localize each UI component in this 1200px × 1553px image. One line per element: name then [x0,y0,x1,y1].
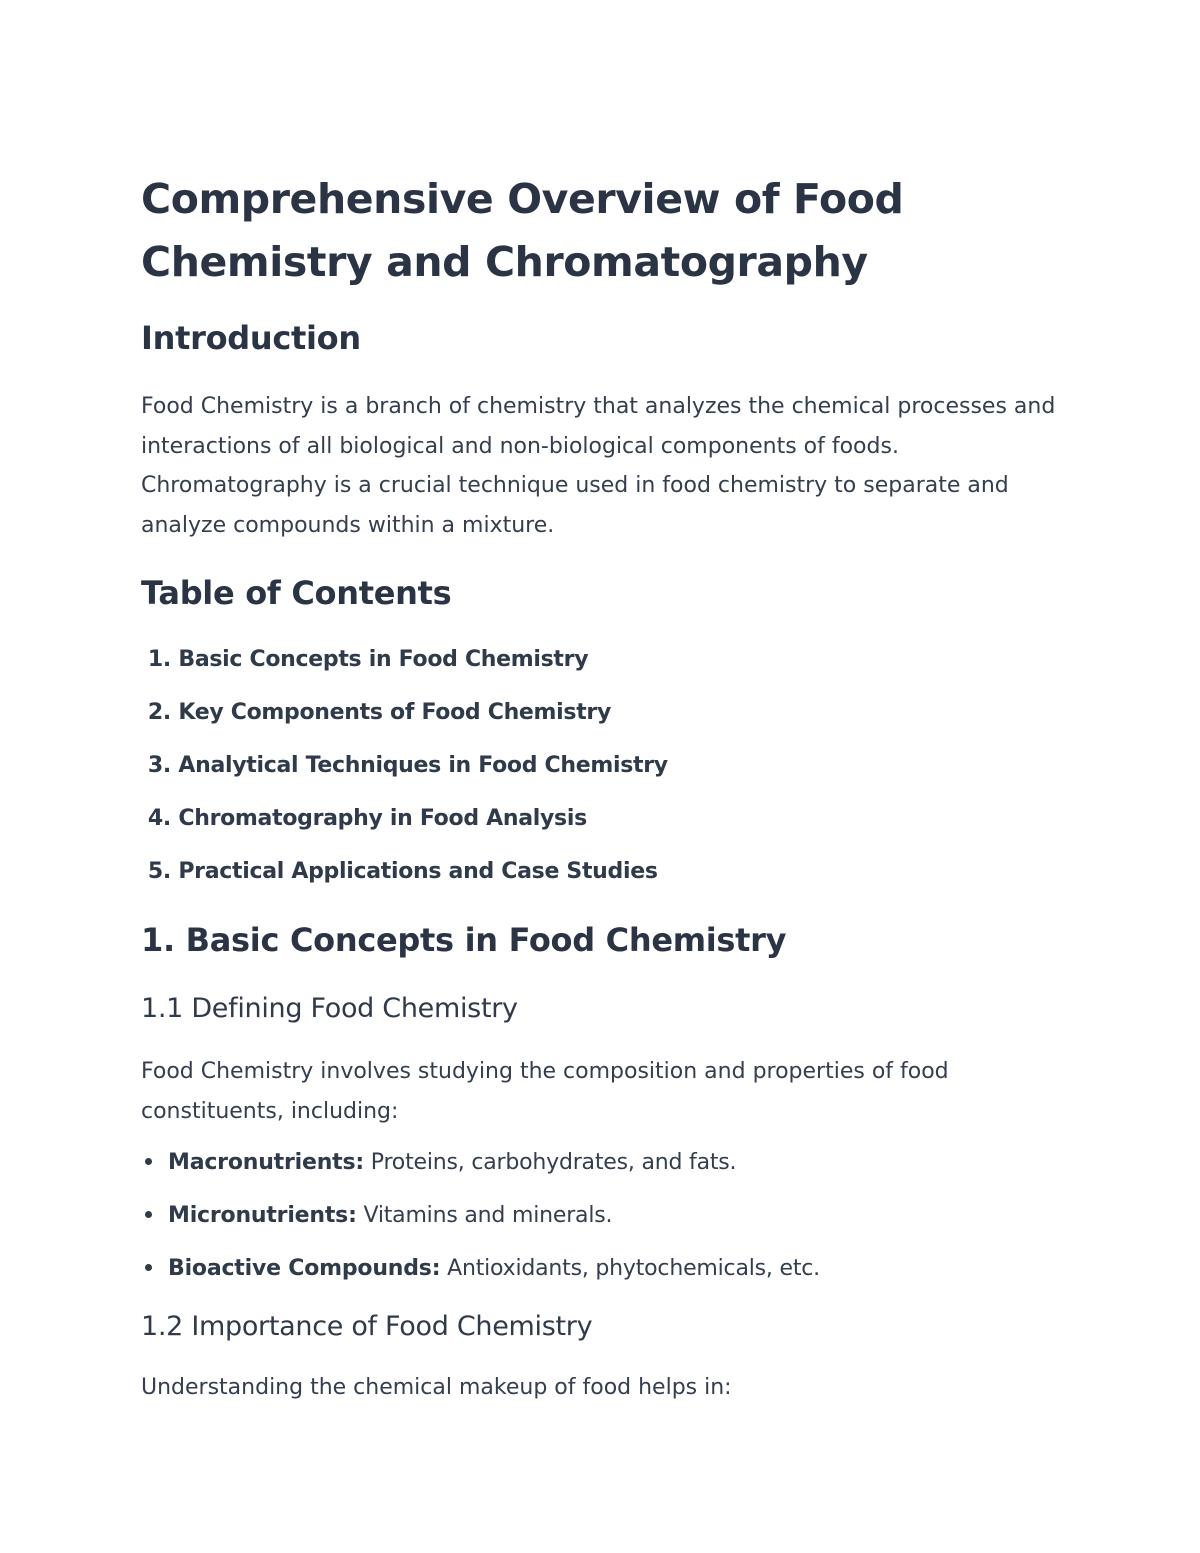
toc-item[interactable] [141,693,668,746]
toc-item-number: 2. [147,700,171,725]
nutrient-list [141,1143,820,1302]
list-item-text: Proteins, carbohydrates, and fats. [370,1150,737,1175]
toc-item-number: 4. [147,806,171,831]
bullet-icon [145,1264,152,1271]
list-item-term: Bioactive Compounds: [168,1256,441,1281]
bullet-icon [145,1158,152,1165]
section-1-2-paragraph: Understanding the chemical makeup of food helps in: [141,1375,732,1400]
toc-item-number: 1. [147,647,171,672]
toc-item[interactable] [141,746,668,799]
section-1-2-heading: 1.2 Importance of Food Chemistry [141,1311,593,1342]
toc-item-label: Key Components of Food Chemistry [178,700,612,725]
list-item [141,1249,820,1302]
document-title: Comprehensive Overview of Food Chemistry and Chromatography [141,175,904,286]
section-1-1-heading: 1.1 Defining Food Chemistry [141,993,518,1024]
toc-item-label: Chromatography in Food Analysis [178,806,587,831]
toc-item-label: Basic Concepts in Food Chemistry [178,647,589,672]
list-item-term: Micronutrients: [168,1203,357,1228]
bullet-icon [145,1211,152,1218]
toc-heading: Table of Contents [141,574,452,612]
toc-item[interactable] [141,640,668,693]
list-item [141,1143,820,1196]
toc-item-label: Practical Applications and Case Studies [178,859,658,884]
toc-item-number: 5. [147,859,171,884]
section-1-heading: 1. Basic Concepts in Food Chemistry [141,921,787,959]
section-1-1-paragraph: Food Chemistry involves studying the composition and properties of food constituents, including: [141,1059,949,1124]
table-of-contents [141,640,668,905]
list-item-term: Macronutrients: [168,1150,364,1175]
toc-item-label: Analytical Techniques in Food Chemistry [178,753,668,778]
introduction-paragraph: Food Chemistry is a branch of chemistry that analyzes the chemical processes and interactions of all biological and non-biological components of foods. Chromatography is a crucial technique used in food chemistry to separate and analyze compounds within a mixture. [141,394,1056,538]
toc-item[interactable] [141,799,668,852]
toc-item[interactable] [141,852,668,905]
list-item-text: Vitamins and minerals. [363,1203,613,1228]
list-item [141,1196,820,1249]
list-item-text: Antioxidants, phytochemicals, etc. [447,1256,820,1281]
introduction-heading: Introduction [141,319,361,357]
toc-item-number: 3. [147,753,171,778]
